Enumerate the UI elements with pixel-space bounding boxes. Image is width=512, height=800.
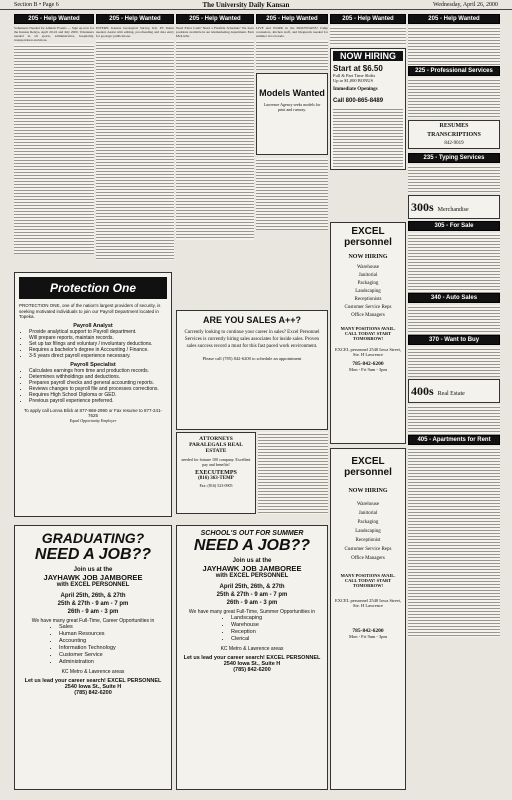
classified-text-block xyxy=(408,347,500,377)
excel-ad-2 xyxy=(330,448,406,790)
excel-logo: EXCEL personnel xyxy=(344,226,392,248)
date-label: Wednesday, April 26, 2000 xyxy=(433,1,498,8)
banner-professional-services: 225 - Professional Services xyxy=(408,66,500,76)
immediate-openings: Immediate Openings xyxy=(333,87,378,92)
banner-help-wanted: 205 - Help Wanted xyxy=(408,14,500,24)
jamboree-address: 2540 Iowa St., Suite H xyxy=(64,684,122,690)
banner-help-wanted: 205 - Help Wanted xyxy=(330,14,406,24)
banner-help-wanted: 205 - Help Wanted xyxy=(256,14,328,24)
models-title: Models Wanted xyxy=(259,88,325,98)
event-dates xyxy=(181,583,323,607)
column-6 xyxy=(408,14,500,637)
list-item: • Clerical xyxy=(231,636,323,643)
executemps-name: EXECUTEMPS xyxy=(195,470,237,476)
banner-help-wanted: 205 - Help Wanted xyxy=(176,14,254,24)
perk-2: Up to $1,000 BONUS xyxy=(333,78,374,83)
event-name: JAYHAWK JOB JAMBOREE xyxy=(43,573,143,582)
classified-text-block xyxy=(408,405,500,435)
opportunity-list xyxy=(221,615,323,643)
job-item: Janitorial xyxy=(358,511,378,516)
job-item: Landscaping xyxy=(355,529,381,534)
excel-phone: 785-842-6200 xyxy=(352,361,384,367)
job-item: Warehouse xyxy=(356,265,380,270)
list-item: • Landscaping xyxy=(231,615,323,622)
date-line: April 25th, 26th, & 27th xyxy=(219,584,285,590)
merchandise-header xyxy=(408,195,500,219)
classified-text-block xyxy=(14,44,94,254)
column-5 xyxy=(330,14,406,170)
payroll-specialist-list xyxy=(19,368,167,404)
protection-intro: PROTECTION ONE, one of the nation's largest providers of security, is seeking motivated individuals to join our Payroll Department located in Topeka. xyxy=(19,303,161,319)
classified-text-block xyxy=(256,40,328,70)
job-item: Warehouse xyxy=(356,502,380,507)
banner-auto-sales: 340 - Auto Sales xyxy=(408,293,500,303)
list-item: • Determines withholdings and deductions. xyxy=(29,374,167,380)
job-item: Customer Service Reps xyxy=(344,305,392,310)
list-item: • Customer Service xyxy=(59,652,167,659)
classified-text-block xyxy=(176,40,254,240)
payroll-analyst-list xyxy=(19,329,167,359)
classified-text-block xyxy=(408,165,500,193)
opportunity-list xyxy=(49,624,167,666)
column-1 xyxy=(14,14,94,254)
event-name: JAYHAWK JOB JAMBOREE xyxy=(202,564,302,573)
job-item: Packaging xyxy=(357,520,379,525)
list-item: • Information Technology xyxy=(59,645,167,652)
excel-logo: EXCEL personnel xyxy=(344,456,392,478)
attorneys-sub: needed for fortune 100 company. Excellent pay and benefits! xyxy=(181,457,251,467)
protection-apply: To apply call Lonna Blick at 877-868-2990 or Fax resume to 877-241-7625 xyxy=(23,407,163,418)
attorneys-ad xyxy=(176,432,256,514)
sales-call: Please call (785) 842-6200 to schedule an appointment xyxy=(202,356,302,361)
excel-address: EXCEL personnel 2540 Iowa Street, Ste. H Lawrence xyxy=(335,598,401,608)
classified-text: Need Extra Cash? Need a Flexible Schedule? We have positions available in our telemarketing department. Earn $8-$12/hr. xyxy=(176,26,254,38)
resumes-phone: 842-9019 xyxy=(444,141,464,146)
date-line: 26th - 9 am - 3 pm xyxy=(67,609,119,615)
lead-text: Let us lead your career search! EXCEL PERSONNEL xyxy=(183,655,321,661)
excel-job-list xyxy=(334,264,402,320)
classified-text-block xyxy=(408,78,500,118)
executemps-fax: Fax: (816) 523-0905 xyxy=(199,483,233,488)
merch-number: 300s xyxy=(411,200,434,214)
job-item: Packaging xyxy=(357,281,379,286)
jamboree-ad-summer xyxy=(176,525,328,790)
classified-text: Volunteers Needed for Athletic Events — Sign up now for the Kansas Relays, April 20-22 and July 2000. Volunteers needed in all sports, administrative, hospitality, transportation and more. xyxy=(14,26,94,42)
classified-text-block xyxy=(258,432,328,514)
join-us: Join us at the xyxy=(73,567,113,573)
job-item: Landscaping xyxy=(355,289,381,294)
opportunities-text: We have many great Full-Time, Summer Opportunities in xyxy=(188,609,316,615)
transcriptions-title: TRANSCRIPTIONS xyxy=(427,132,481,138)
excel-job-list xyxy=(334,500,402,563)
job-item: Office Managers xyxy=(351,556,385,561)
executemps-phone: (816) 363-TEMP xyxy=(198,476,234,481)
attorneys-title: ATTORNEYS PARALEGALS REAL ESTATE xyxy=(189,436,243,454)
models-sub: Lawrence Agency seeks models for print and runway. xyxy=(263,102,321,112)
list-item: • Will prepare reports, maintain records. xyxy=(29,335,167,341)
banner-typing: 235 - Typing Services xyxy=(408,153,500,163)
list-item: • Set up tax filings and voluntary / involuntary deductions. xyxy=(29,341,167,347)
classified-text-block xyxy=(408,233,500,293)
excel-positions: MANY POSITIONS AVAIL. CALL TODAY! START TOMORROW! xyxy=(340,326,396,341)
date-line: 25th & 27th - 9 am - 7 pm xyxy=(216,592,288,598)
protection-one-logo: Protection One xyxy=(19,277,167,299)
jamboree-ad-graduating xyxy=(14,525,172,790)
column-4 xyxy=(256,14,328,230)
payroll-analyst-title: Payroll Analyst xyxy=(73,322,113,329)
list-item: • Reception xyxy=(231,629,323,636)
column-2 xyxy=(96,14,174,260)
list-item: • Requires High School Diploma or GED. xyxy=(29,392,167,398)
perk-1: Full & Part Time Shifts xyxy=(333,73,376,78)
classified-text-block xyxy=(256,158,328,230)
start-wage: Start at $6.50 xyxy=(333,64,383,73)
lead-text: Let us lead your career search! EXCEL PERSONNEL xyxy=(24,678,162,684)
real-estate-header xyxy=(408,379,500,403)
event-with: with EXCEL PERSONNEL xyxy=(56,582,130,588)
excel-hours: Mon - Fri 9am - 3pm xyxy=(348,367,388,372)
list-item: • Prepares payroll checks and general accounting reports. xyxy=(29,380,167,386)
job-item: Receptionists xyxy=(354,297,382,302)
list-item: • Warehouse xyxy=(231,622,323,629)
classified-text-block xyxy=(96,40,174,260)
job-item: Receptionist xyxy=(355,538,381,543)
real-estate-label: Real Estate xyxy=(437,391,465,397)
now-hiring-ad xyxy=(330,48,406,170)
list-item: • Previous payroll experience preferred. xyxy=(29,398,167,404)
list-item: • Accounting xyxy=(59,638,167,645)
now-hiring-title: NOW HIRING xyxy=(333,51,403,61)
banner-help-wanted: 205 - Help Wanted xyxy=(14,14,94,24)
graduating-heading: GRADUATING? xyxy=(41,530,145,546)
resumes-ad xyxy=(408,120,500,149)
protection-eoe: Equal Opportunity Employer xyxy=(69,417,117,423)
job-item: Office Managers xyxy=(351,313,385,318)
excel-now-hiring: NOW HIRING xyxy=(348,488,388,494)
real-estate-number: 400s xyxy=(411,384,434,398)
sales-ad xyxy=(176,310,328,430)
payroll-specialist-title: Payroll Specialist xyxy=(70,361,116,368)
protection-one-ad xyxy=(14,272,172,517)
section-label: Section B • Page 6 xyxy=(14,1,59,8)
list-item: • 3-5 years direct payroll experience necessary. xyxy=(29,353,167,359)
excel-hours: Mon - Fri 9am - 3pm xyxy=(348,634,388,639)
list-item: • Human Resources xyxy=(59,631,167,638)
models-ad xyxy=(256,73,328,155)
areas-text: KC Metro & Lawrence areas xyxy=(220,646,284,652)
jamboree-phone: (785) 842-6200 xyxy=(233,667,271,673)
job-item: Customer Service Reps xyxy=(344,547,392,552)
list-item: • Sales xyxy=(59,624,167,631)
classified-text-block xyxy=(408,447,500,637)
excel-address: EXCEL personnel 2540 Iowa Street, Ste. H Lawrence xyxy=(335,347,401,357)
merch-label: Merchandise xyxy=(437,207,469,213)
list-item: • Provide analytical support to Payroll department. xyxy=(29,329,167,335)
classified-text: INTERN. Kansas Geological Survey, KU. PT Intern needed. Assist with editing, proofreading and data entry for geologic publications. xyxy=(96,26,174,38)
date-line: 25th & 27th - 9 am - 7 pm xyxy=(57,601,129,607)
areas-text: KC Metro & Lawrence areas xyxy=(61,669,125,675)
list-item: • Reviews changes to payroll file and processes corrections. xyxy=(29,386,167,392)
classified-text-block xyxy=(408,26,500,66)
column-3 xyxy=(176,14,254,240)
list-item: • Calculates earnings from time and production records. xyxy=(29,368,167,374)
excel-ad-1 xyxy=(330,222,406,444)
excel-now-hiring: NOW HIRING xyxy=(348,254,388,260)
ad-fine-print xyxy=(333,107,403,167)
classified-text-block xyxy=(408,305,500,335)
masthead: The University Daily Kansan xyxy=(202,0,290,9)
banner-help-wanted: 205 - Help Wanted xyxy=(96,14,174,24)
banner-apartments: 405 - Apartments for Rent xyxy=(408,435,500,445)
resumes-title: RESUMES xyxy=(439,123,469,129)
jamboree-phone: (785) 842-6200 xyxy=(74,690,112,696)
excel-positions: MANY POSITIONS AVAIL. CALL TODAY! START TOMORROW! xyxy=(340,573,396,588)
date-line: 26th - 9 am - 3 pm xyxy=(226,600,278,606)
list-item: • Requires a bachelor's degree in Accounting / Finance. xyxy=(29,347,167,353)
join-us: Join us at the xyxy=(232,558,272,564)
summer-heading: SCHOOL'S OUT FOR SUMMER xyxy=(200,530,304,537)
need-a-job-heading: NEED A JOB?? xyxy=(34,546,152,563)
need-a-job-heading: NEED A JOB?? xyxy=(193,537,311,554)
banner-for-sale: 305 - For Sale xyxy=(408,221,500,231)
sales-body: Currently looking to continue your career in sales? Excel Personnel Services is currently hiring sales associates for inside sales. Proven sales success record a must for this fast paced work environment. xyxy=(184,330,320,349)
classified-text-block xyxy=(330,26,406,46)
event-dates xyxy=(19,592,167,616)
classified-text: LIVE and WORK in the MOUNTAINS! Camp counselors, kitchen staff, and lifeguards needed for summer in Colorado. xyxy=(256,26,328,38)
list-item: • Administration xyxy=(59,659,167,666)
now-hiring-phone: Call 800-865-8489 xyxy=(333,98,384,104)
date-line: April 25th, 26th, & 27th xyxy=(60,593,126,599)
jamboree-address: 2540 Iowa St., Suite H xyxy=(223,661,281,667)
opportunities-text: We have many great Full-Time, Career Opportunities in xyxy=(31,618,155,624)
excel-phone: 785-842-6200 xyxy=(352,628,384,634)
sales-title: ARE YOU SALES A++? xyxy=(202,315,302,325)
banner-want-to-buy: 370 - Want to Buy xyxy=(408,335,500,345)
page-header xyxy=(0,0,512,10)
job-item: Janitorial xyxy=(358,273,378,278)
event-with: with EXCEL PERSONNEL xyxy=(215,573,289,579)
